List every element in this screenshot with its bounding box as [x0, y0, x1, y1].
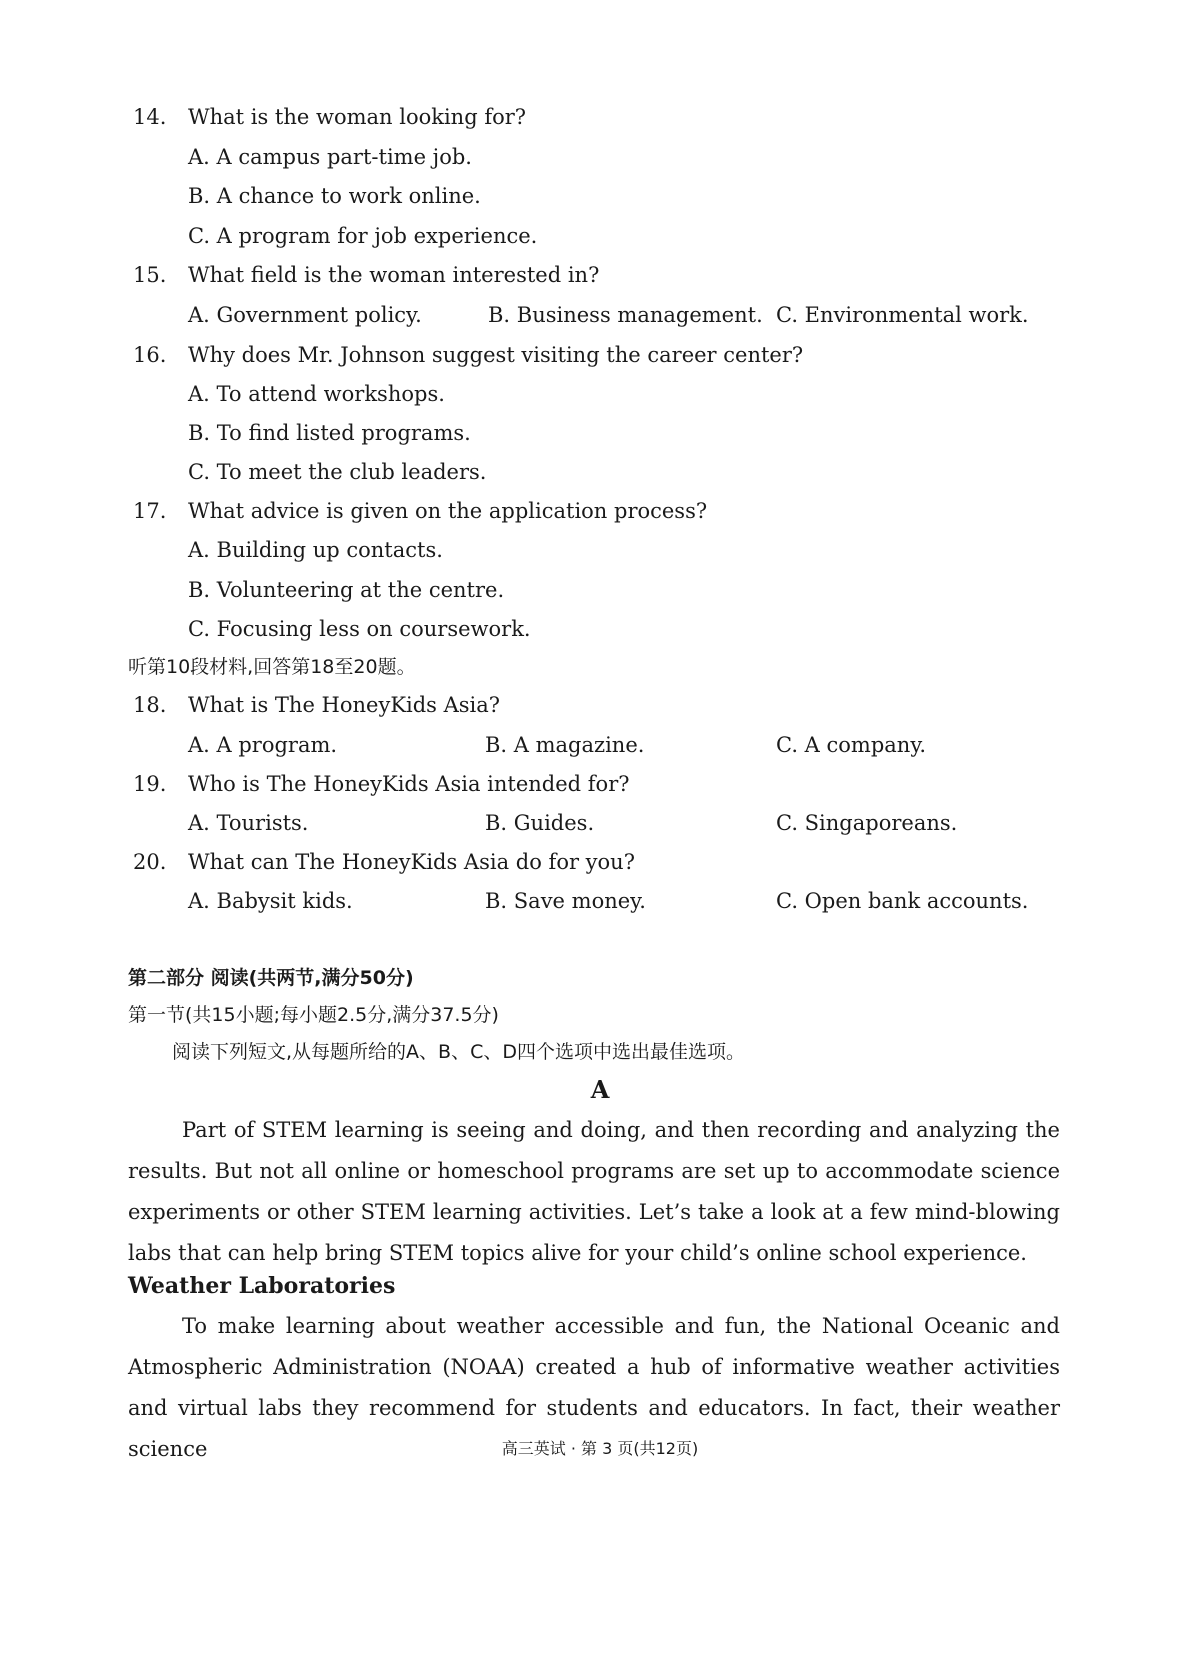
option-c: C. A company. [776, 733, 927, 757]
question-number: 18. [133, 693, 167, 717]
option-b: B. Save money. [485, 889, 646, 913]
option-b: B. To find listed programs. [188, 421, 471, 445]
instruction-text: 阅读下列短文,从每题所给的A、B、C、D四个选项中选出最佳选项。 [172, 1041, 745, 1063]
option-b: B. A chance to work online. [188, 184, 481, 208]
option-a: A. Building up contacts. [188, 538, 443, 562]
question-number: 14. [133, 105, 167, 129]
question-text: Who is The HoneyKids Asia intended for? [188, 772, 630, 796]
option-a: A. A program. [188, 733, 338, 757]
question-number: 20. [133, 850, 167, 874]
option-c: C. Open bank accounts. [776, 889, 1029, 913]
passage-paragraph: Part of STEM learning is seeing and doing, and then recording and analyzing the results. But not all online or homeschool programs are set up to accommodate science experiments or other STEM learning activities. Let’s take a look at a few mind-blowing labs that can help bring STEM topics alive for your child’s online school experience. [128, 1118, 1060, 1265]
option-c: C. Environmental work. [776, 303, 1029, 327]
option-a: A. Tourists. [188, 811, 309, 835]
option-a: A. To attend workshops. [188, 382, 445, 406]
option-c: C. A program for job experience. [188, 224, 538, 248]
question-number: 17. [133, 499, 167, 523]
section-title: 第一节(共15小题;每小题2.5分,满分37.5分) [128, 1004, 499, 1026]
option-c: C. Focusing less on coursework. [188, 617, 531, 641]
page-footer: 高三英试 · 第 3 页(共12页) [501, 1439, 699, 1458]
option-b: B. Guides. [485, 811, 595, 835]
option-b: B. Business management. [488, 303, 763, 327]
question-text: What field is the woman interested in? [188, 263, 600, 287]
option-c: C. Singaporeans. [776, 811, 958, 835]
question-text: What advice is given on the application process? [188, 499, 708, 523]
question-text: What is the woman looking for? [188, 105, 527, 129]
question-number: 16. [133, 343, 167, 367]
part-title: 第二部分 阅读(共两节,满分50分) [128, 967, 414, 989]
passage-paragraph: To make learning about weather accessible and fun, the National Oceanic and Atmospheric Administration (NOAA) created a hub of informative weather activities and virtual labs they recommend for students and educators. In fact, their weather science [128, 1314, 1060, 1461]
option-c: C. To meet the club leaders. [188, 460, 487, 484]
question-text: Why does Mr. Johnson suggest visiting the career center? [188, 343, 804, 367]
option-a: A. A campus part-time job. [188, 145, 472, 169]
option-a: A. Babysit kids. [188, 889, 353, 913]
instruction-text: 听第10段材料,回答第18至20题。 [128, 656, 416, 678]
question-number: 19. [133, 772, 167, 796]
passage-letter: A [590, 1075, 610, 1104]
question-text: What can The HoneyKids Asia do for you? [188, 850, 635, 874]
passage-heading: Weather Laboratories [128, 1273, 396, 1299]
option-b: B. Volunteering at the centre. [188, 578, 505, 602]
question-number: 15. [133, 263, 167, 287]
option-a: A. Government policy. [188, 303, 422, 327]
question-text: What is The HoneyKids Asia? [188, 693, 501, 717]
option-b: B. A magazine. [485, 733, 645, 757]
